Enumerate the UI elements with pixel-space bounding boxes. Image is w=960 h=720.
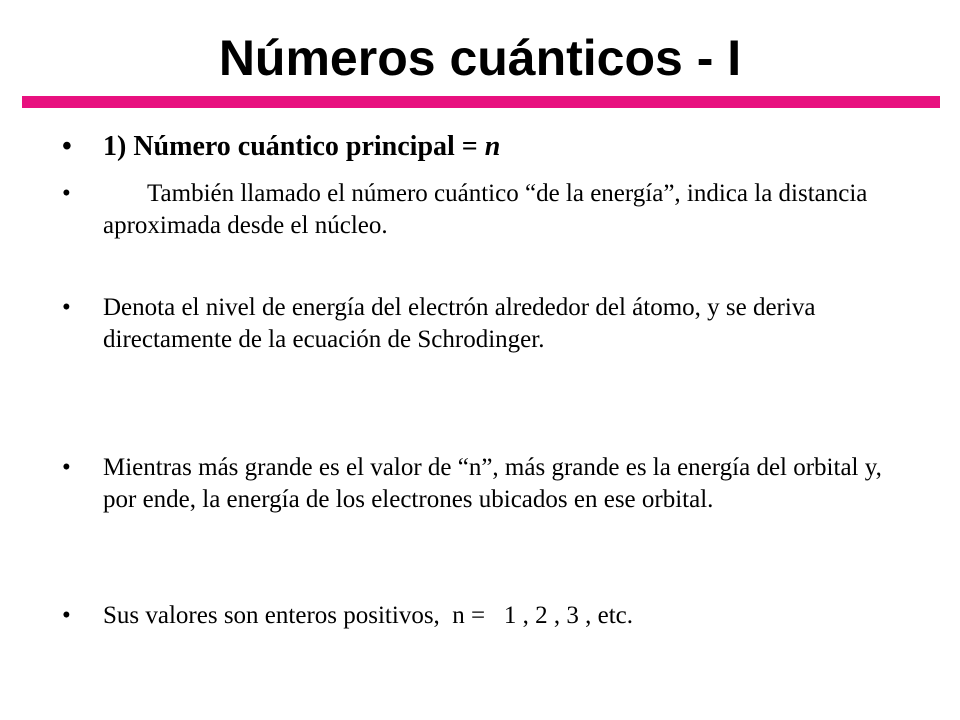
- bullet-text: [103, 130, 882, 164]
- bullet-item-values: [62, 600, 882, 632]
- bullet-text: Denota el nivel de energía del electrón alrededor del átomo, y se deriva directamente de la ecuación de Schrodinger.: [103, 294, 816, 353]
- bullet-text: Mientras más grande es el valor de “n”, más grande es la energía del orbital y, por ende, la energía de los electrones ubicados en ese orbital.: [103, 454, 882, 513]
- bullet-item-principal-number: [62, 130, 882, 164]
- bullet-text-variable: n: [484, 131, 501, 162]
- bullet-text-content: También llamado el número cuántico “de la energía”, indica la distancia aproximada desde el núcleo.: [103, 180, 868, 239]
- bullet-text: [103, 178, 882, 242]
- bullet-item-larger-n: [62, 452, 882, 516]
- bullet-marker: •: [62, 294, 71, 321]
- slide-title: Números cuánticos - I: [218, 30, 742, 86]
- bullet-marker: •: [62, 131, 72, 162]
- bullet-text: Sus valores son enteros positivos, n = 1 , 2 , 3 , etc.: [103, 602, 634, 629]
- bullet-marker: •: [62, 180, 71, 207]
- bullet-text-main: 1) Número cuántico principal =: [103, 131, 485, 162]
- bullet-marker: •: [62, 454, 71, 481]
- bullet-marker: •: [62, 602, 71, 629]
- bullet-item-energy-level: [62, 292, 882, 356]
- bullet-item-energy-number: [62, 178, 882, 242]
